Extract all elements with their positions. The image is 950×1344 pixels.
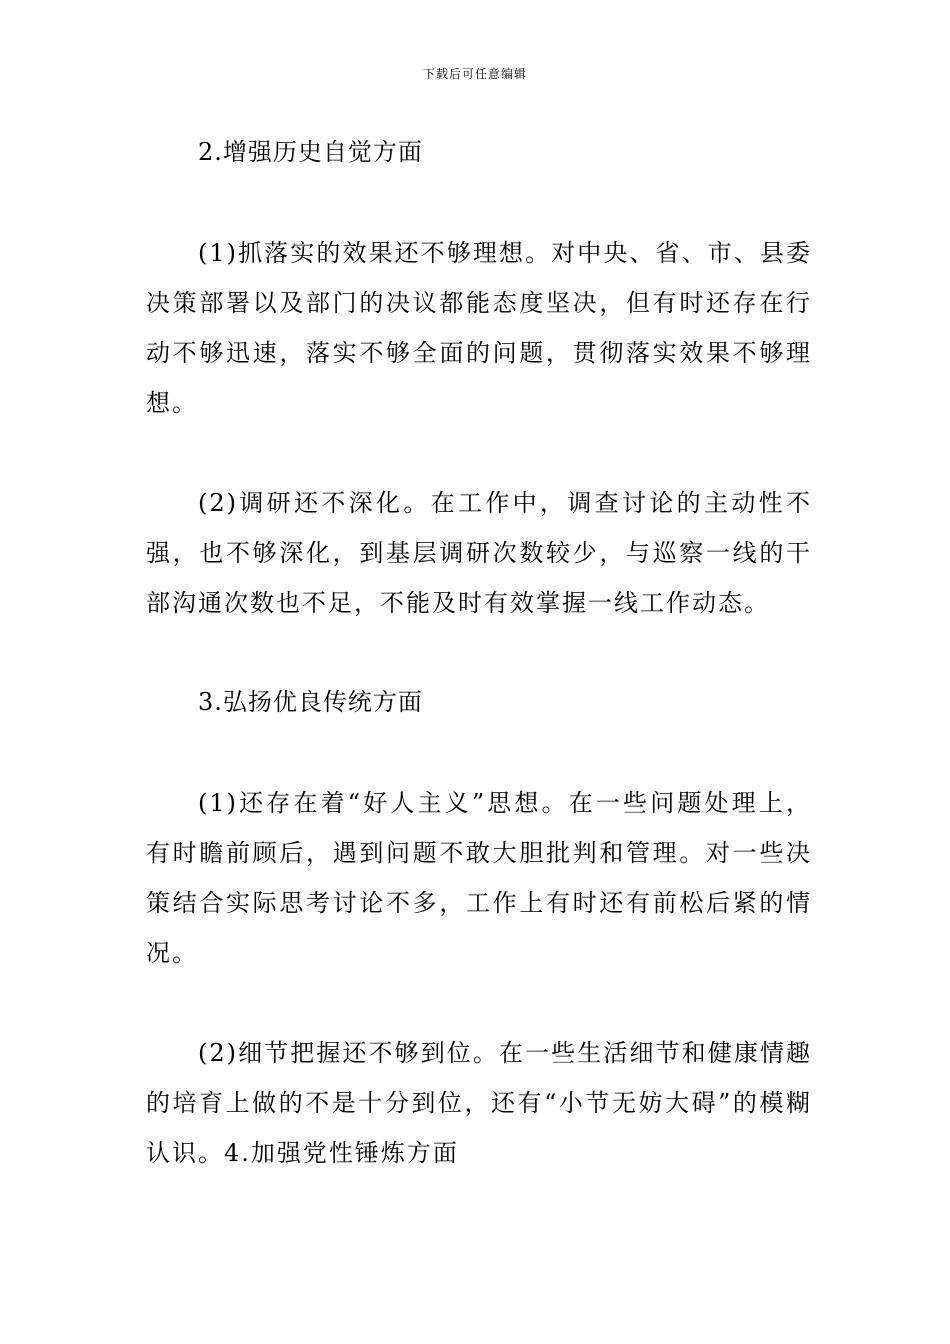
- section-2-paragraph-1: (1)抓落实的效果还不够理想。对中央、省、市、县委决策部署以及部门的决议都能态度坚决，但有时还存在行动不够迅速，落实不够全面的问题，贯彻落实效果不够理想。: [146, 239, 812, 417]
- section-2-paragraph-2: (2)调研还不深化。在工作中，调查讨论的主动性不强，也不够深化，到基层调研次数较少，与巡察一线的干部沟通次数也不足，不能及时有效掌握一线工作动态。: [146, 489, 812, 617]
- section-3-paragraph-1: (1)还存在着“好人主义”思想。在一些问题处理上，有时瞻前顾后，遇到问题不敢大胆批判和管理。对一些决策结合实际思考讨论不多，工作上有时还有前松后紧的情况。: [146, 789, 812, 967]
- section-3-paragraph-2: (2)细节把握还不够到位。在一些生活细节和健康情趣的培育上做的不是十分到位，还有“小节无妨大碍”的模糊认识。4.加强党性锤炼方面: [146, 1039, 812, 1167]
- section-2-heading: 2.增强历史自觉方面: [198, 138, 423, 166]
- document-body: [146, 128, 812, 1178]
- header-note: 下载后可任意编辑: [422, 67, 527, 81]
- section-3-heading: 3.弘扬优良传统方面: [198, 688, 423, 716]
